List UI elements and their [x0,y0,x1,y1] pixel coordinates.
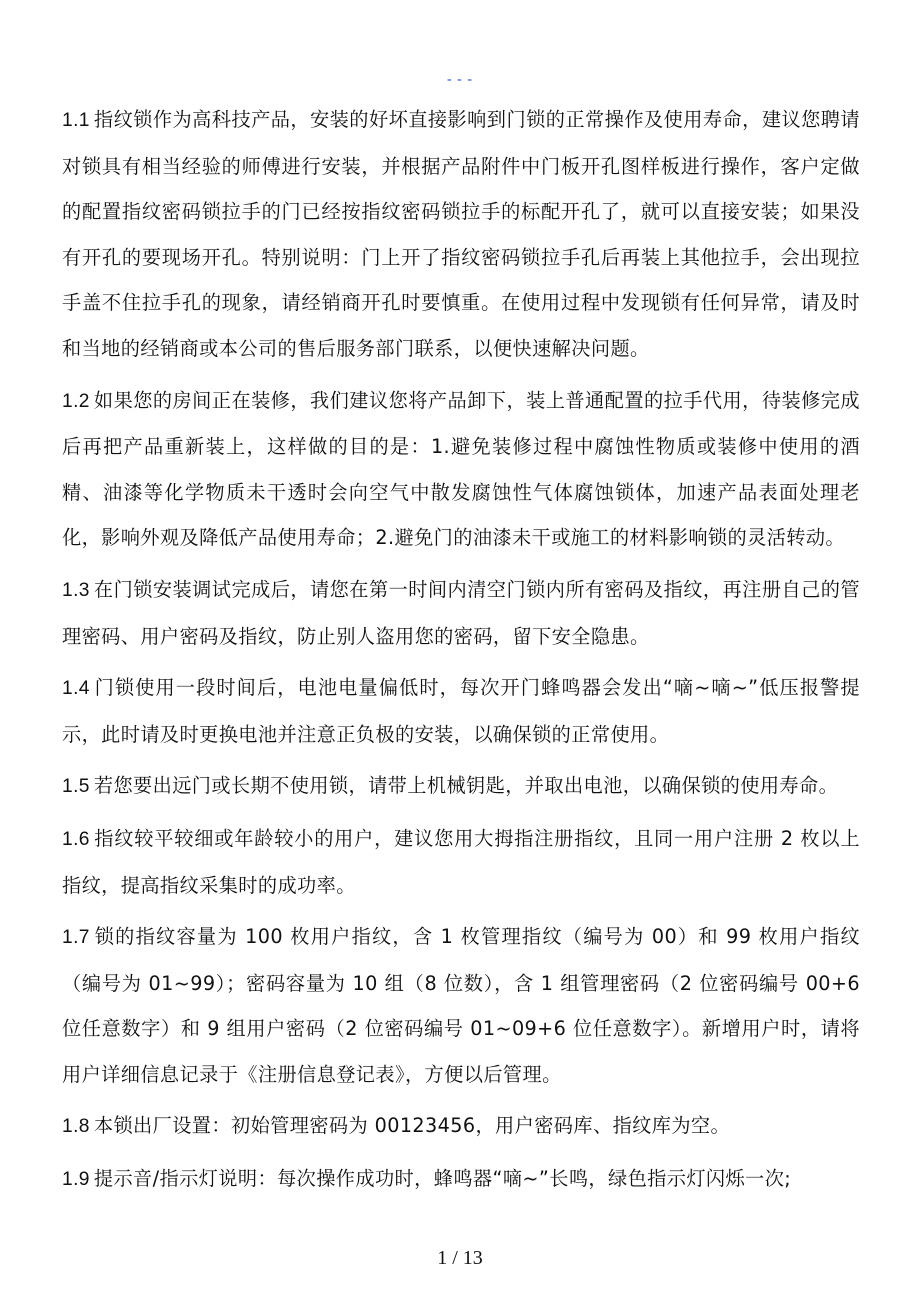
paragraph-1-7 [62,914,860,1097]
document-body [62,97,860,1209]
paragraph-number: 1.4 [62,678,90,700]
paragraph-number: 1.3 [62,579,90,601]
paragraph-number: 1.5 [62,776,90,798]
page-number: 1 / 13 [437,1247,483,1269]
paragraph-text: 指纹较平较细或年龄较小的用户，建议您用大拇指注册指纹，且同一用户注册 2 枚以上指纹，提高指纹采集时的成功率。 [62,826,860,897]
paragraph-number: 1.1 [62,110,90,131]
paragraph-text: 如果您的房间正在装修，我们建议您将产品卸下，装上普通配置的拉手代用，待装修完成后再把产品重新装上，这样做的目的是：1.避免装修过程中腐蚀性物质或装修中使用的酒精、油漆等化学物质未干透时会向空气中散发腐蚀性气体腐蚀锁体，加速产品表面处理老化，影响外观及降低产品使用寿命；2.避免门的油漆未干或施工的材料影响锁的灵活转动。 [62,388,860,550]
paragraph-text: 若您要出远门或长期不使用锁，请带上机械钥匙，并取出电池，以确保锁的使用寿命。 [93,774,839,798]
paragraph-1-1 [62,97,860,372]
paragraph-text: 锁的指纹容量为 100 枚用户指纹，含 1 枚管理指纹（编号为 00）和 99 枚用户指纹（编号为 01~99）；密码容量为 10 组（8 位数），含 1 组管理密码（2 位密码编号 00+6 位任意数字）和 9 组用户密码（2 位密码编号 01~09+6 位任意数字）。新增用户时，请将用户详细信息记录于《注册信息登记表》，方便以后管理。 [62,925,860,1086]
paragraph-number: 1.7 [62,927,90,949]
paragraph-text: 指纹锁作为高科技产品，安装的好坏直接影响到门锁的正常操作及使用寿命，建议您聘请对锁具有相当经验的师傅进行安装，并根据产品附件中门板开孔图样板进行操作，客户定做的配置指纹密码锁拉手的门已经按指纹密码锁拉手的标配开孔了，就可以直接安装；如果没有开孔的要现场开孔。特别说明：门上开了指纹密码锁拉手孔后再装上其他拉手，会出现拉手盖不住拉手孔的现象，请经销商开孔时要慎重。在使用过程中发现锁有任何异常，请及时和当地的经销商或本公司的售后服务部门联系，以便快速解决问题。 [62,108,860,360]
paragraph-1-3 [62,567,860,659]
paragraph-text: 门锁使用一段时间后，电池电量偏低时，每次开门蜂鸣器会发出“嘀~嘀~”低压报警提示，此时请及时更换电池并注意正负极的安装，以确保锁的正常使用。 [62,676,860,746]
paragraph-number: 1.9 [62,1169,90,1191]
paragraph-1-5 [62,763,860,810]
paragraph-1-9 [62,1156,860,1203]
paragraph-text: 本锁出厂设置：初始管理密码为 00123456，用户密码库、指纹库为空。 [93,1114,731,1138]
paragraph-number: 1.8 [62,1116,90,1138]
paragraph-1-2 [62,378,860,561]
header-mark: - - - [447,72,473,87]
paragraph-text: 提示音/指示灯说明：每次操作成功时，蜂鸣器“嘀~”长鸣，绿色指示灯闪烁一次; [93,1167,792,1191]
paragraph-text: 在门锁安装调试完成后，请您在第一时间内清空门锁内所有密码及指纹，再注册自己的管理密码、用户密码及指纹，防止别人盗用您的密码，留下安全隐患。 [62,577,860,648]
paragraph-1-8 [62,1103,860,1150]
paragraph-1-6 [62,816,860,908]
paragraph-number: 1.2 [62,390,90,412]
paragraph-1-4 [62,665,860,757]
paragraph-number: 1.6 [62,828,90,850]
